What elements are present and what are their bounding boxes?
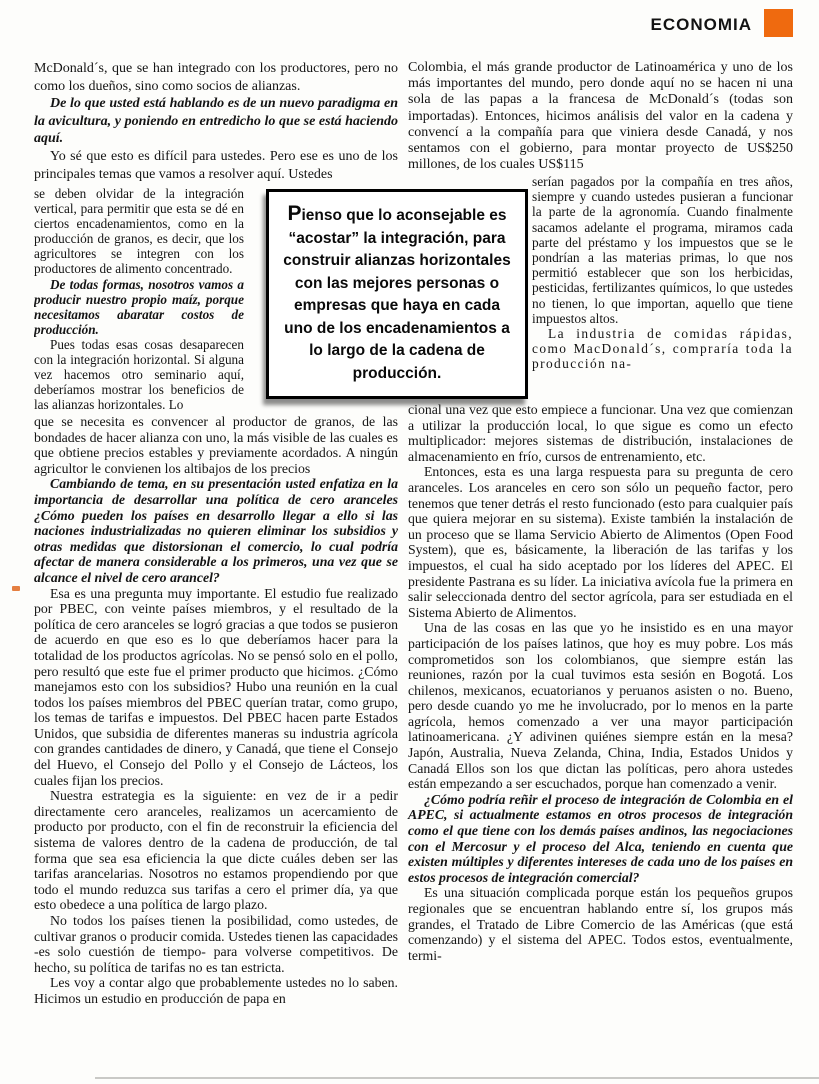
- body-paragraph: No todos los países tienen la posibilidad, como ustedes, de cultivar granos o producir comida. Ustedes tienen las capacidades -es solo cuestión de tiempo- para volverse competitivos. De hecho, su política de tarifas no es tan estricta.: [34, 913, 398, 975]
- body-paragraph: Yo sé que esto es difícil para ustedes. Pero ese es uno de los principales temas que vamos a resolver aquí. Ustedes: [34, 148, 398, 182]
- body-paragraph: Nuestra estrategia es la siguiente: en vez de ir a pedir directamente cero aranceles, realizamos un acercamiento de producto por producto, con el fin de reconstruir la eficiencia del sistema de valores dentro de la cadena de producción, de tal forma que sea esa eficiencia la que dicte cuáles deben ser las tarifas arancelarias. Nosotros no estamos propendiendo por que todo el mundo reduzca sus tarifas a cero el primer día, ya que esto obedece a una política de largo plazo.: [34, 788, 398, 913]
- left-column-bottom-segment: [34, 414, 398, 1007]
- scan-speck-artifact: [12, 586, 20, 591]
- body-paragraph: Pues todas esas cosas desaparecen con la integración horizontal. Si alguna vez hacemos otro seminario aquí, deberíamos mostrar los beneficios de las alianzas horizontales. Lo: [34, 336, 244, 413]
- body-paragraph: cional una vez que esto empiece a funcionar. Una vez que comienzan a utilizar la producción local, lo que sigue es como un efecto multiplicador: mejores sistemas de distribución, instalaciones de almacenamiento en frío, cursos de entrenamiento, etc.: [408, 402, 793, 464]
- interview-question-paragraph: De todas formas, nosotros vamos a producir nuestro propio maíz, porque necesitamos abaratar costos de producción.: [34, 276, 244, 337]
- body-paragraph: Les voy a contar algo que probablemente ustedes no lo saben. Hicimos un estudio en producción de papa en: [34, 975, 398, 1006]
- body-paragraph: Una de las cosas en las que yo he insistido es en una mayor participación de los países latinos, que hoy es muy pobre. Los más comprometidos son los colombianos, que siempre están las reuniones, razón por la cual tuvimos esta sesión en Bogotá. Los chilenos, mexicanos, ecuatorianos y peruanos asisten o no. Bueno, pero desde cuando yo me he involucrado, por lo menos en la parte agrícola, hemos comenzado a ver una mayor participación latinoamericana. ¿Y adivinen quiénes siempre están en la mesa? Japón, Australia, Nueva Zelanda, China, India, Estados Unidos y Canadá Ellos son los que dictan las políticas, pero ahora ustedes están empezando a ser escuchados, porque han comenzado a venir.: [408, 620, 793, 792]
- interview-question-paragraph: De lo que usted está hablando es de un nuevo paradigma en la avicultura, y poniendo en entredicho lo que se está haciendo aquí.: [34, 96, 398, 147]
- body-paragraph: La industria de comidas rápidas, como MacDonald´s, compraría toda la producción na-: [532, 326, 793, 372]
- right-column-bottom-segment: [408, 402, 793, 963]
- pull-quote-text: Pienso que lo aconsejable es “acostar” la integración, para construir alianzas horizontales con las mejores personas o empresas que haya en cada uno de los encadenamientos a lo largo de la cadena de producción.: [283, 202, 511, 382]
- right-column-top-segment: [408, 60, 793, 174]
- orange-square-icon: [764, 9, 793, 37]
- section-title: economia: [650, 9, 752, 36]
- body-paragraph: Colombia, el más grande productor de Latinoamérica y uno de los más importantes del mundo, pero donde aquí no se hacen ni una sola de las papas a la francesa de McDonald´s (todas son importadas). Entonces, hicimos análisis del valor en la cadena y convencí a la compañía para que viniera desde Canadá, y nos sentamos con el gobierno, para montar proyecto de US$250 millones, de los cuales US$115: [408, 60, 793, 173]
- body-paragraph: Esa es una pregunta muy importante. El estudio fue realizado por PBEC, con veinte países miembros, y el resultado de la política de cero aranceles se logró gracias a que todos se pusieron de acuerdo en que eso es lo que deberíamos hacer para la totalidad de los productos agrícolas. No se pensó solo en el pollo, pero resultó que este fue el primer producto que hicimos. ¿Cómo manejamos esto con los subsidios? Hubo una reunión en la cual todos los países miembros del PBEC querían tratar, como grupo, los temas de tarifas e impuestos. Del PBEC hacen parte Estados Unidos, que subsidia de diferentes maneras su industria agrícola con grandes cantidades de dinero, y Canadá, que tiene el Consejo del Huevo, el Consejo del Pollo y el Consejo de Lácteos, los cuales fijan los precios.: [34, 585, 398, 788]
- left-column-wrap-segment: [34, 186, 244, 414]
- scan-bottom-line-artifact: [95, 1077, 819, 1079]
- body-paragraph: se deben olvidar de la integración vertical, para permitir que esta se dé en ciertos encadenamientos, como en la producción de granos, es decir, que los agricultores se integren con los productores de alimento concentrado.: [34, 186, 244, 277]
- body-paragraph: que se necesita es convencer al productor de granos, de las bondades de hacer alianza con uno, la más visible de las cuales es que obtiene precios estables y previamente acordados. A ningún agricultor le convienen los altibajos de los precios: [34, 414, 398, 476]
- body-paragraph: Es una situación complicada porque están los pequeños grupos regionales que se encuentran hablando entre sí, los grupos más grandes, el Tratado de Libre Comercio de las Américas (que está comenzando) y el sistema del APEC. Todos estos, eventualmente, termi-: [408, 885, 793, 963]
- body-paragraph: serían pagados por la compañía en tres años, siempre y cuando ustedes pusieran a funcionar la parte de la agronomía. Cuando finalmente sacamos adelante el programa, miramos cada parte del préstamo y los impuestos que se le pondrían a las materias primas, lo que nos permitió establecer que son los herbicidas, pesticidas, fertilizantes químicos, lo que ustedes no tienen, lo que importan, aquello que tiene impuestos altos.: [532, 174, 793, 326]
- interview-question-paragraph: ¿Cómo podría reñir el proceso de integración de Colombia en el APEC, si actualmente estamos en otros procesos de integración como el que tiene con los demás países andinos, las negociaciones con el Mercosur y el proceso del Alca, teniendo en cuenta que existen múltiples y diferentes intereses de cada uno de los países en estos procesos de integración comercial?: [408, 791, 793, 885]
- page-header: [651, 9, 794, 37]
- pull-quote-box: [266, 189, 528, 399]
- body-paragraph: Entonces, esta es una larga respuesta para su pregunta de cero aranceles. Los aranceles en cero son sólo un pequeño factor, pero tenemos que tener detrás el resto funcionado (esto para cualquier país que quiera mejorar en su sistema). Existe también la instalación de un proceso que se llama Servicio Abierto de Alimentos (Open Food System), que es, básicamente, la liberación de las tarifas y los impuestos, el cual ha sido aceptado por los líderes del APEC. El presidente Pastrana es su líder. La iniciativa avícola fue la primera en salir seleccionada dentro del sector agrícola, para ser estudiada en el Sistema Abierto de Alimentos.: [408, 464, 793, 620]
- right-column-wrap-segment: [532, 174, 793, 402]
- body-paragraph: McDonald´s, que se han integrado con los productores, pero no como los dueños, sino como socios de alianzas.: [34, 61, 398, 94]
- interview-question-paragraph: Cambiando de tema, en su presentación usted enfatiza en la importancia de desarrollar una política de cero aranceles ¿Cómo pueden los países en desarrollo llegar a ello si las naciones industrializadas no quieren eliminar los subsidios y otras medidas que distorsionan el comercio, lo cual podría afectar de manera considerable a los primeros, una vez que se alcance el nivel de cero arancel?: [34, 476, 398, 585]
- left-column-top-segment: [34, 60, 398, 186]
